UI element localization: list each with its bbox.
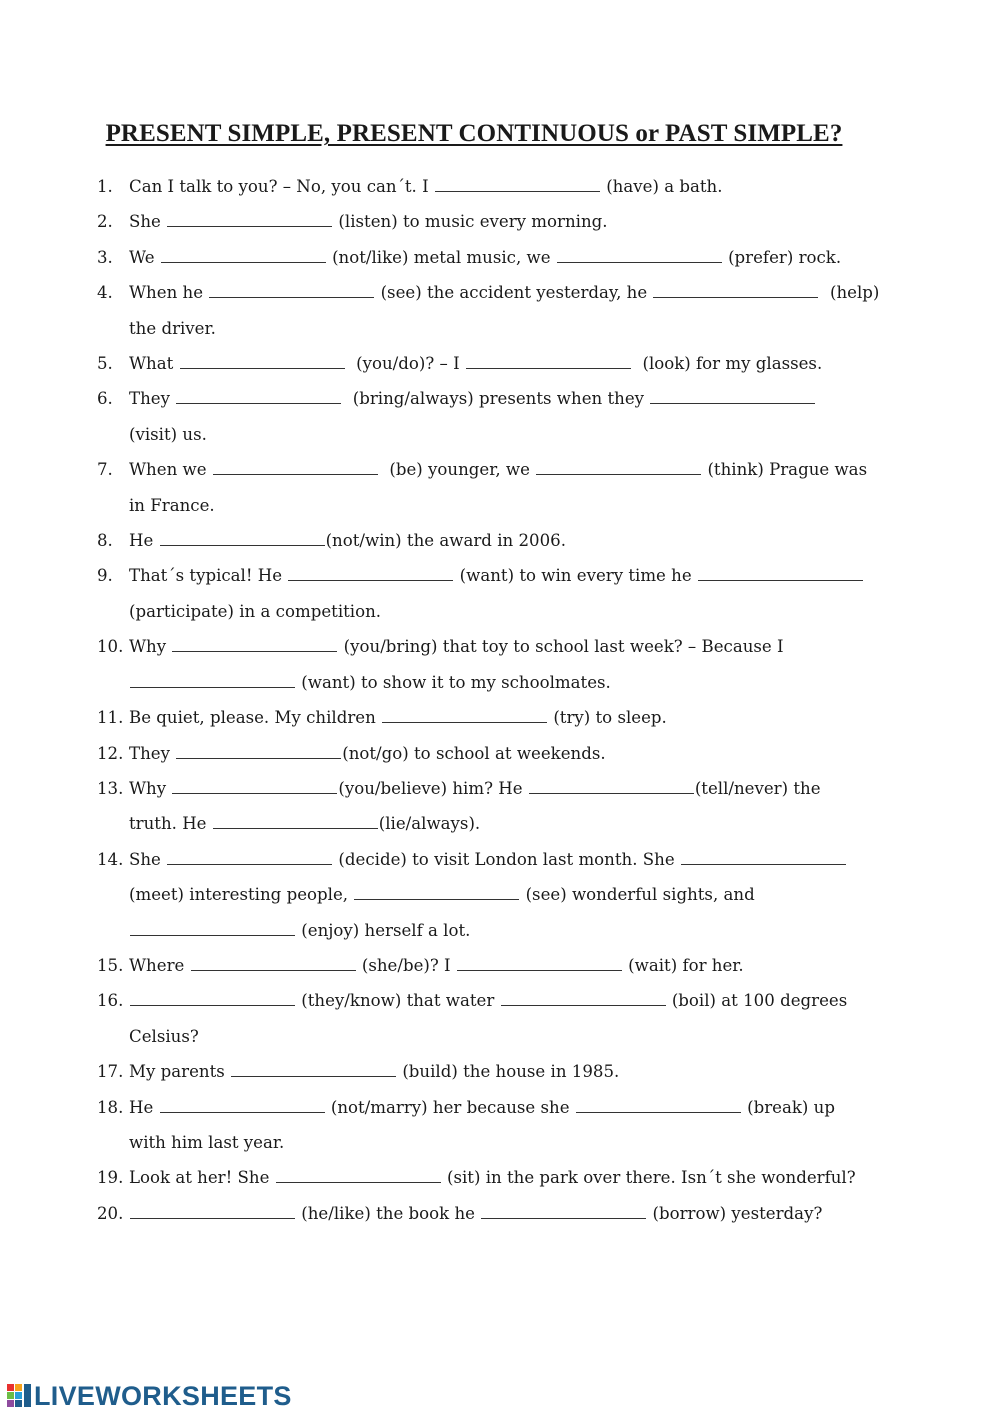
exercise-number: 20. — [97, 1203, 124, 1223]
exercise-text: My parents — [129, 1062, 231, 1082]
exercise-text: truth. He — [129, 814, 212, 834]
exercise-item — [97, 1090, 917, 1161]
exercise-item — [97, 523, 917, 558]
exercise-text: (wait) for her. — [622, 955, 744, 975]
exercise-line — [129, 1019, 917, 1054]
answer-blank[interactable] — [130, 925, 295, 936]
exercise-line — [129, 240, 917, 275]
answer-blank[interactable] — [501, 995, 666, 1006]
exercise-text: Where — [129, 955, 190, 975]
exercise-item — [97, 275, 917, 346]
answer-blank[interactable] — [681, 854, 846, 865]
exercise-number: 17. — [97, 1062, 124, 1082]
exercise-text: (meet) interesting people, — [129, 885, 354, 905]
exercise-number: 5. — [97, 354, 113, 374]
answer-blank[interactable] — [180, 358, 345, 369]
answer-blank[interactable] — [213, 818, 378, 829]
answer-blank[interactable] — [130, 1208, 295, 1219]
answer-blank[interactable] — [650, 393, 815, 404]
exercise-text: Celsius? — [129, 1026, 199, 1046]
answer-blank[interactable] — [382, 712, 547, 723]
exercise-text: (lie/always). — [378, 814, 481, 834]
answer-blank[interactable] — [576, 1102, 741, 1113]
exercise-text: (decide) to visit London last month. She — [333, 849, 680, 869]
exercise-text: Why — [129, 637, 172, 657]
exercise-item — [97, 736, 917, 771]
exercise-item — [97, 381, 917, 452]
exercise-item — [97, 629, 917, 700]
exercise-list — [97, 169, 917, 1231]
exercise-item — [97, 842, 917, 948]
exercise-text: the driver. — [129, 318, 216, 338]
answer-blank[interactable] — [529, 783, 694, 794]
exercise-item — [97, 204, 917, 239]
exercise-text: (sit) in the park over there. Isn´t she wonderful? — [441, 1168, 856, 1188]
exercise-line — [129, 1196, 917, 1231]
liveworksheets-logo-text: LIVEWORKSHEETS — [34, 1380, 292, 1411]
answer-blank[interactable] — [209, 287, 374, 298]
answer-blank[interactable] — [354, 889, 519, 900]
exercise-text: (break) up — [741, 1097, 835, 1117]
exercise-line — [129, 488, 917, 523]
exercise-line — [129, 311, 917, 346]
exercise-line — [129, 877, 917, 912]
exercise-text: (they/know) that water — [296, 991, 500, 1011]
exercise-text: (prefer) rock. — [722, 247, 842, 267]
exercise-item — [97, 169, 917, 204]
answer-blank[interactable] — [167, 854, 332, 865]
exercise-text: (listen) to music every morning. — [333, 212, 608, 232]
answer-blank[interactable] — [213, 464, 378, 475]
exercise-text: (he/like) the book he — [296, 1203, 481, 1223]
answer-blank[interactable] — [276, 1172, 441, 1183]
answer-blank[interactable] — [130, 995, 295, 1006]
exercise-text: Why — [129, 778, 172, 798]
exercise-text: (enjoy) herself a lot. — [296, 920, 471, 940]
exercise-item — [97, 452, 917, 523]
exercise-text: (build) the house in 1985. — [397, 1062, 620, 1082]
exercise-line — [129, 806, 917, 841]
exercise-line — [129, 629, 917, 664]
answer-blank[interactable] — [457, 960, 622, 971]
exercise-line — [129, 381, 917, 416]
exercise-text: (try) to sleep. — [548, 708, 667, 728]
answer-blank[interactable] — [557, 252, 722, 263]
exercise-number: 8. — [97, 531, 113, 551]
exercise-line — [129, 1125, 917, 1160]
exercise-line — [129, 523, 917, 558]
exercise-text: (see) the accident yesterday, he — [375, 283, 653, 303]
exercise-text: We — [129, 247, 160, 267]
exercise-line — [129, 1090, 917, 1125]
exercise-text: Can I talk to you? – No, you can´t. I — [129, 177, 434, 196]
answer-blank[interactable] — [160, 1102, 325, 1113]
exercise-number: 1. — [97, 177, 113, 196]
answer-blank[interactable] — [176, 393, 341, 404]
exercise-number: 14. — [97, 849, 124, 869]
exercise-text: They — [129, 389, 176, 409]
exercise-text: When we — [129, 460, 212, 480]
exercise-line — [129, 204, 917, 239]
exercise-text: She — [129, 212, 167, 232]
exercise-text: in France. — [129, 495, 215, 515]
exercise-number: 7. — [97, 460, 113, 480]
exercise-item — [97, 1054, 917, 1089]
exercise-number: 2. — [97, 212, 113, 232]
answer-blank[interactable] — [288, 570, 453, 581]
answer-blank[interactable] — [172, 641, 337, 652]
exercise-line — [129, 700, 917, 735]
exercise-line — [129, 842, 917, 877]
exercise-text: (want) to win every time he — [454, 566, 697, 586]
exercise-text: (you/do)? – I — [345, 354, 465, 374]
exercise-text: He — [129, 531, 159, 551]
exercise-text: That´s typical! He — [129, 566, 288, 586]
exercise-number: 9. — [97, 566, 113, 586]
exercise-item — [97, 700, 917, 735]
exercise-text: Be quiet, please. My children — [129, 708, 382, 728]
exercise-text: (not/win) the award in 2006. — [325, 531, 566, 551]
exercise-line — [129, 948, 917, 983]
exercise-text: (have) a bath. — [600, 177, 723, 196]
liveworksheets-logo-icon — [6, 1382, 32, 1410]
exercise-line — [129, 275, 917, 310]
answer-blank[interactable] — [167, 216, 332, 227]
answer-blank[interactable] — [191, 960, 356, 971]
exercise-text: What — [129, 354, 179, 374]
exercise-number: 10. — [97, 637, 124, 657]
exercise-text: He — [129, 1097, 159, 1117]
exercise-number: 15. — [97, 955, 124, 975]
exercise-text: (you/bring) that toy to school last week? – Because I — [338, 637, 784, 657]
exercise-item — [97, 240, 917, 275]
exercise-line — [129, 1054, 917, 1089]
answer-blank[interactable] — [653, 287, 818, 298]
exercise-line — [129, 169, 917, 204]
exercise-text: (participate) in a competition. — [129, 601, 382, 621]
exercise-line — [129, 1160, 917, 1195]
exercise-item — [97, 1196, 917, 1231]
exercise-text: with him last year. — [129, 1132, 285, 1152]
answer-blank[interactable] — [481, 1208, 646, 1219]
exercise-text: (borrow) yesterday? — [647, 1203, 823, 1223]
exercise-number: 6. — [97, 389, 113, 409]
answer-blank[interactable] — [698, 570, 863, 581]
exercise-line — [129, 665, 917, 700]
exercise-item — [97, 558, 917, 629]
answer-blank[interactable] — [172, 783, 337, 794]
exercise-text: She — [129, 849, 167, 869]
exercise-text: When he — [129, 283, 209, 303]
exercise-line — [129, 417, 917, 452]
answer-blank[interactable] — [130, 677, 295, 688]
exercise-text: (bring/always) presents when they — [342, 389, 650, 409]
exercise-line — [129, 594, 917, 629]
exercise-number: 3. — [97, 247, 113, 267]
exercise-item — [97, 1160, 917, 1195]
exercise-number: 18. — [97, 1097, 124, 1117]
answer-blank[interactable] — [161, 252, 326, 263]
answer-blank[interactable] — [536, 464, 701, 475]
exercise-line — [129, 558, 917, 593]
exercise-line — [129, 913, 917, 948]
exercise-text: (visit) us. — [129, 424, 207, 444]
answer-blank[interactable] — [231, 1066, 396, 1077]
worksheet-title: PRESENT SIMPLE, PRESENT CONTINUOUS or PAST SIMPLE? — [105, 120, 843, 147]
exercise-line — [129, 346, 917, 381]
answer-blank[interactable] — [466, 358, 631, 369]
exercise-number: 4. — [97, 283, 113, 303]
exercise-text: (not/like) metal music, we — [326, 247, 556, 267]
exercise-line — [129, 771, 917, 806]
exercise-line — [129, 983, 917, 1018]
exercise-text: (think) Prague was — [702, 460, 868, 480]
exercise-number: 11. — [97, 708, 124, 728]
exercise-text: (see) wonderful sights, and — [520, 885, 755, 905]
exercise-text: (tell/never) the — [694, 778, 821, 798]
exercise-text: (she/be)? I — [356, 955, 456, 975]
exercise-number: 12. — [97, 743, 124, 763]
exercise-text: They — [129, 743, 176, 763]
exercise-line — [129, 452, 917, 487]
exercise-text: (want) to show it to my schoolmates. — [296, 672, 611, 692]
exercise-text: (help) — [819, 283, 880, 303]
exercise-item — [97, 346, 917, 381]
answer-blank[interactable] — [176, 748, 341, 759]
exercise-text: (look) for my glasses. — [631, 354, 823, 374]
answer-blank[interactable] — [435, 181, 600, 192]
exercise-item — [97, 948, 917, 983]
exercise-item — [97, 771, 917, 842]
liveworksheets-logo — [6, 1380, 292, 1412]
exercise-line — [129, 736, 917, 771]
exercise-item — [97, 983, 917, 1054]
exercise-number: 19. — [97, 1168, 124, 1188]
exercise-text: Look at her! She — [129, 1168, 275, 1188]
exercise-text: (be) younger, we — [378, 460, 536, 480]
exercise-text: (not/marry) her because she — [325, 1097, 575, 1117]
exercise-number: 16. — [97, 991, 124, 1011]
answer-blank[interactable] — [160, 535, 325, 546]
exercise-text: (you/believe) him? He — [338, 778, 528, 798]
exercise-number: 13. — [97, 778, 124, 798]
exercise-text: (not/go) to school at weekends. — [342, 743, 606, 763]
exercise-text: (boil) at 100 degrees — [666, 991, 848, 1011]
